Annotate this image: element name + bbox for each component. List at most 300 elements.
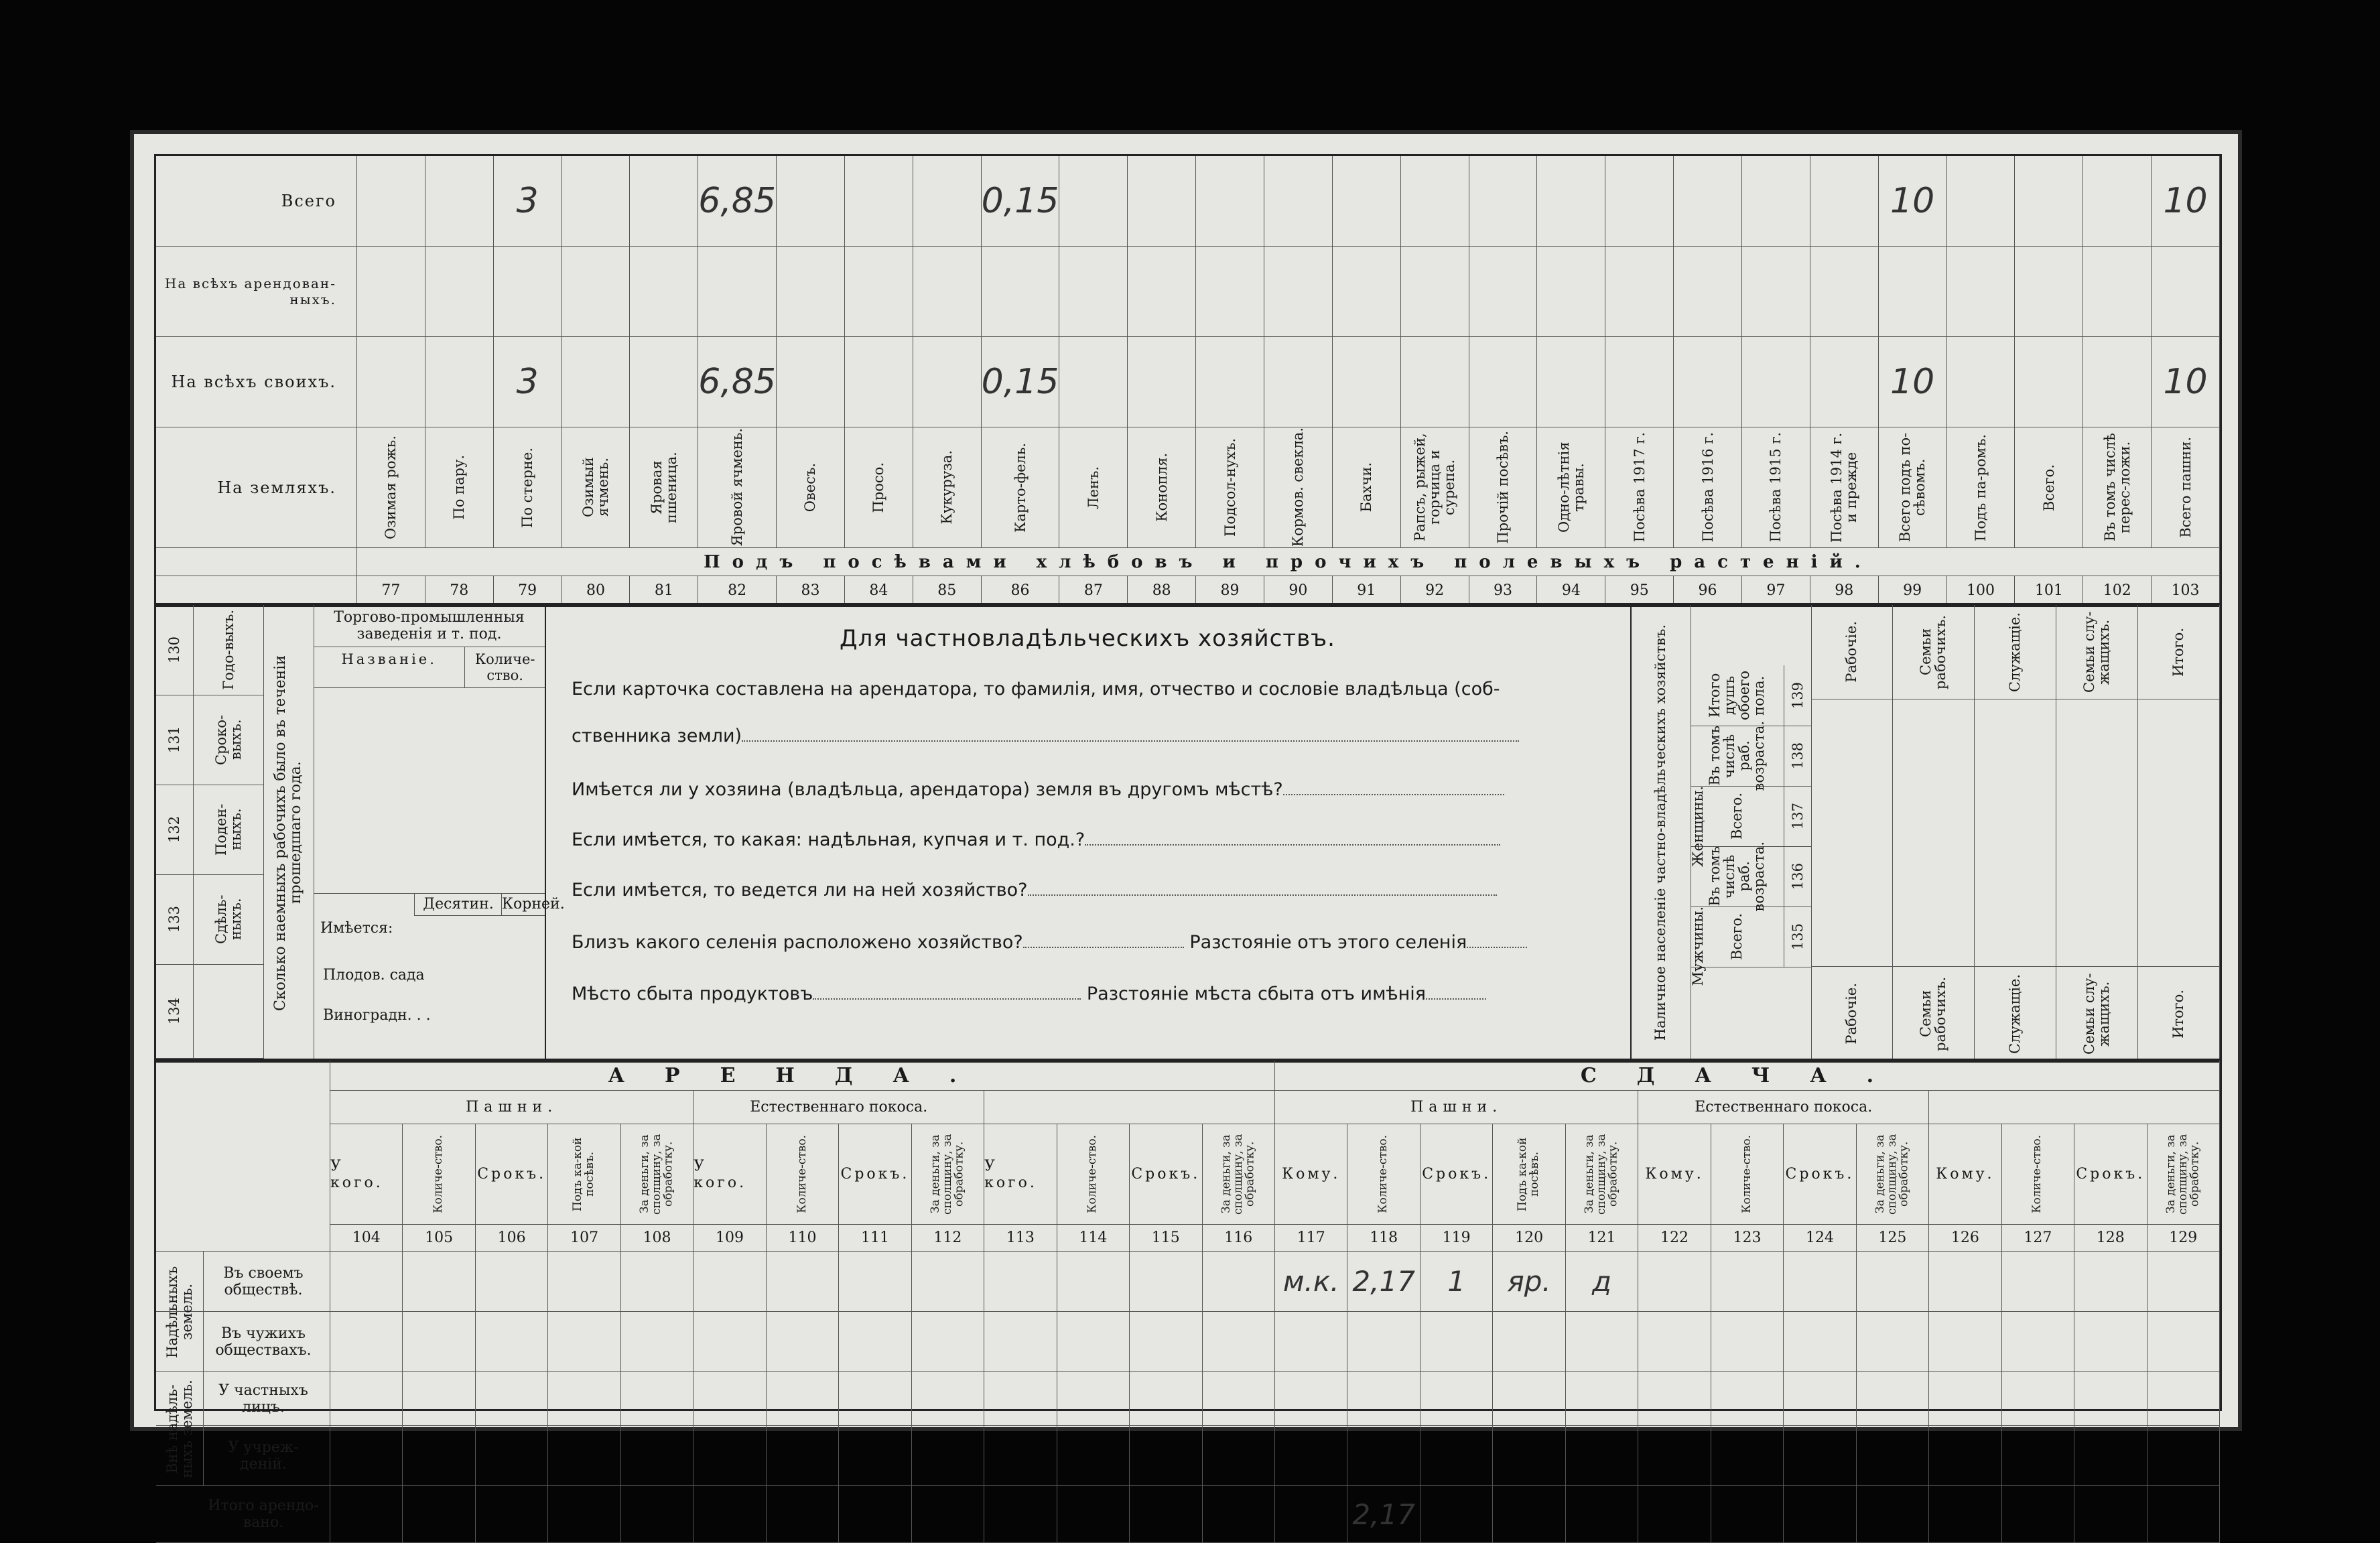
arenda-pashni: Пашни. <box>330 1091 693 1124</box>
table-cell <box>2147 1372 2220 1426</box>
table-cell <box>2002 1252 2074 1312</box>
table-cell <box>1638 1312 1711 1372</box>
column-number: 126 <box>1929 1225 2001 1252</box>
table-cell <box>913 337 982 427</box>
table-cell <box>693 1372 766 1426</box>
right-column-head-top <box>1975 605 2056 699</box>
column-header-text: Кормов. свекла. <box>1290 427 1307 547</box>
table-cell <box>1275 1426 1347 1486</box>
column-header-text: За деньги, за сполщину, за обработку. <box>2164 1134 2202 1215</box>
table-cell <box>693 1486 766 1543</box>
table-cell <box>1784 1372 1856 1426</box>
population-row-number-text: 136 <box>1789 862 1806 890</box>
column-header <box>2083 427 2152 548</box>
column-number: 116 <box>1203 1225 1275 1252</box>
question-farming: Если имѣется, то ведется ли на ней хозяйство? <box>572 880 1028 900</box>
handwritten-value: 6,85 <box>698 362 777 402</box>
column-header-text: Прочiй посѣвъ. <box>1494 431 1511 544</box>
table-cell <box>913 156 982 247</box>
column-header <box>1947 427 2015 548</box>
column-number: 96 <box>1674 576 1742 605</box>
right-column-foot-text: Итого. <box>2170 989 2187 1038</box>
hired-kind-number-text: 133 <box>166 905 183 933</box>
table-cell <box>2147 1312 2220 1372</box>
table-cell <box>1810 337 1879 427</box>
sowing-table <box>154 154 2222 607</box>
table-cell <box>548 1426 620 1486</box>
handwritten-value: 6,85 <box>698 181 777 221</box>
hired-kind-label-text: Сдѣль-ныхъ. <box>212 894 244 944</box>
table-cell <box>2002 1486 2074 1543</box>
table-cell <box>1264 337 1333 427</box>
column-header <box>1929 1124 2001 1225</box>
table-cell <box>548 1252 620 1312</box>
column-header <box>1275 1124 1347 1225</box>
table-cell <box>1929 1312 2001 1372</box>
table-cell <box>1057 1312 1130 1372</box>
table-cell <box>1196 247 1264 337</box>
row-label: На всѣхъ арендован-ныхъ. <box>156 247 357 337</box>
question-land-type: Если имѣется, то какая: надѣльная, купчая и т. под.? <box>572 829 1085 850</box>
table-cell <box>1742 247 1810 337</box>
column-header-text: По стерне. <box>519 447 536 528</box>
table-cell <box>839 1486 911 1543</box>
table-cell <box>984 1486 1057 1543</box>
table-cell <box>1537 337 1605 427</box>
table-cell <box>2152 247 2220 337</box>
table-cell <box>330 1312 403 1372</box>
table-cell <box>1537 156 1605 247</box>
table-cell <box>845 247 913 337</box>
table-cell <box>2074 1312 2147 1372</box>
table-cell <box>630 247 698 337</box>
table-cell <box>1057 1486 1130 1543</box>
hired-label: Сколько наемныхъ рабочихъ было въ теченiи прошедшаго года. <box>272 655 305 1011</box>
right-column-foot-text: Семьи рабочихъ. <box>1918 976 1949 1051</box>
hired-kind-label <box>194 695 263 785</box>
column-header-text: Въ томъ числѣ перес-ложи. <box>2101 433 2133 542</box>
column-header-text: За деньги, за сполщину, за обработку. <box>1873 1134 1911 1215</box>
right-column <box>2138 605 2220 1061</box>
table-cell <box>1784 1252 1856 1312</box>
private-estate-form <box>545 605 1632 1061</box>
hired-workers-block <box>156 605 565 1061</box>
table-cell <box>1711 1372 1784 1426</box>
table-cell <box>1203 1372 1275 1426</box>
population-row <box>1691 720 1811 791</box>
banner-spacer <box>156 548 357 576</box>
table-cell <box>1130 1486 1202 1543</box>
table-cell <box>1347 1372 1420 1426</box>
column-header <box>1347 1124 1420 1225</box>
column-header-text: Подъ ка-кой посѣвъ. <box>1516 1137 1542 1211</box>
table-cell <box>330 1426 403 1486</box>
table-cell <box>2015 337 2083 427</box>
column-header <box>982 427 1060 548</box>
table-cell <box>562 156 631 247</box>
table-cell <box>1711 1312 1784 1372</box>
hired-kind-label <box>194 785 263 874</box>
column-header <box>1810 427 1879 548</box>
handwritten-value: яр. <box>1507 1265 1551 1298</box>
column-header-text: У кого. <box>693 1157 747 1191</box>
population-row-label <box>1691 665 1784 726</box>
column-number: 124 <box>1784 1225 1856 1252</box>
column-number: 129 <box>2147 1225 2220 1252</box>
hired-kind-label <box>194 964 263 1058</box>
table-cell <box>1929 1486 2001 1543</box>
column-header-text: Кому. <box>1282 1166 1341 1183</box>
column-header-text: Количе-ство. <box>795 1135 809 1213</box>
table-cell <box>1275 1372 1347 1426</box>
row-label-text: Итого арендо-вано. <box>208 1497 319 1531</box>
handwritten-value: м.к. <box>1282 1265 1339 1298</box>
census-card <box>134 134 2238 1531</box>
column-header-text: Яровая пшеница. <box>648 452 679 523</box>
table-cell <box>1059 247 1128 337</box>
table-cell <box>357 247 425 337</box>
sdacha-pokos-1: Естественнаго покоса. <box>1638 1091 1929 1124</box>
table-cell <box>1605 337 1674 427</box>
table-cell <box>1711 1426 1784 1486</box>
column-header <box>845 427 913 548</box>
hired-kind-number-text: 132 <box>166 815 183 844</box>
right-column-head-text: Семьи слу-жащихъ. <box>2081 611 2113 693</box>
table-cell <box>562 247 631 337</box>
column-number: 118 <box>1347 1225 1420 1252</box>
arenda-title: АРЕНДА. <box>330 1061 1275 1091</box>
table-cell <box>494 156 562 247</box>
column-number: 110 <box>767 1225 839 1252</box>
table-cell <box>1638 1426 1711 1486</box>
table-cell <box>1784 1426 1856 1486</box>
column-header <box>2147 1124 2220 1225</box>
column-header <box>1605 427 1674 548</box>
has-korney: Корней. <box>501 893 545 916</box>
table-cell <box>1128 156 1196 247</box>
right-column-head-top <box>2138 605 2219 699</box>
sdacha-title: СДАЧА. <box>1275 1061 2220 1091</box>
row-label <box>156 1486 330 1543</box>
table-cell <box>425 337 494 427</box>
table-cell <box>912 1252 984 1312</box>
column-number: 82 <box>698 576 777 605</box>
table-cell <box>621 1312 693 1372</box>
column-header-text: Подъ ка-кой посѣвъ. <box>571 1137 597 1211</box>
has-row-vinograd: Виноградн. . . <box>323 1007 431 1024</box>
row-label-text: У частныхъ лицъ. <box>218 1382 308 1416</box>
column-header-text: Посѣва 1917 г. <box>1631 432 1648 543</box>
table-cell <box>357 337 425 427</box>
table-cell <box>1128 247 1196 337</box>
table-cell <box>767 1486 839 1543</box>
table-cell <box>621 1486 693 1543</box>
column-header-text: Кому. <box>1936 1166 1995 1183</box>
population-row-number-text: 135 <box>1789 923 1806 951</box>
column-header <box>913 427 982 548</box>
table-cell <box>698 337 777 427</box>
hired-kind-number-text: 134 <box>166 997 183 1025</box>
column-number: 94 <box>1537 576 1605 605</box>
table-cell <box>1674 156 1742 247</box>
column-number: 86 <box>982 576 1060 605</box>
column-header-text: Подсол-нухъ. <box>1221 438 1238 537</box>
column-header-text: Озимая рожь. <box>383 435 399 539</box>
table-cell <box>548 1372 620 1426</box>
column-header <box>494 427 562 548</box>
column-header-text: По пару. <box>451 455 468 520</box>
population-row-label-text: Итого душъ обоего пола. <box>1707 671 1768 721</box>
table-cell <box>1566 1312 1638 1372</box>
right-column-head-bottom <box>2138 966 2219 1061</box>
column-number: 97 <box>1742 576 1810 605</box>
right-column-foot-text: Семьи слу-жащихъ. <box>2081 973 2113 1055</box>
column-header <box>2152 427 2220 548</box>
handwritten-value: 10 <box>2163 181 2208 221</box>
column-header-text: За деньги, за сполщину, за обработку. <box>1582 1134 1620 1215</box>
column-header <box>1401 427 1469 548</box>
population-row <box>1691 665 1811 726</box>
right-column <box>2056 605 2138 1061</box>
row-label-text: У учреж-денiй. <box>228 1438 299 1473</box>
column-number: 115 <box>1130 1225 1202 1252</box>
table-cell <box>403 1252 475 1312</box>
column-header-text: Яровой ячмень. <box>729 428 746 547</box>
column-header-text: Кому. <box>1645 1166 1704 1183</box>
table-cell <box>1275 1486 1347 1543</box>
table-cell <box>1493 1312 1565 1372</box>
table-cell <box>1264 156 1333 247</box>
table-cell <box>2074 1372 2147 1426</box>
table-cell <box>621 1426 693 1486</box>
right-column-head-bottom <box>2056 966 2137 1061</box>
table-cell <box>698 247 777 337</box>
table-cell <box>1128 337 1196 427</box>
table-cell <box>982 156 1060 247</box>
column-number: 99 <box>1879 576 1947 605</box>
column-header <box>1333 427 1401 548</box>
group-label <box>156 1372 204 1486</box>
table-cell <box>1203 1312 1275 1372</box>
table-cell <box>912 1486 984 1543</box>
column-header-text: Конопля. <box>1153 453 1170 522</box>
table-cell <box>777 337 845 427</box>
table-cell <box>913 247 982 337</box>
column-header-text: Посѣва 1915 г. <box>1768 432 1784 543</box>
column-number: 93 <box>1469 576 1538 605</box>
hired-kind-number-text: 130 <box>166 636 183 664</box>
table-cell <box>912 1372 984 1426</box>
column-number: 127 <box>2002 1225 2074 1252</box>
column-header <box>2002 1124 2074 1225</box>
column-number: 103 <box>2152 576 2220 605</box>
table-cell <box>1947 247 2015 337</box>
column-number: 123 <box>1711 1225 1784 1252</box>
hired-kind-row <box>156 874 263 965</box>
right-column-head-top <box>2056 605 2137 699</box>
column-number: 83 <box>777 576 845 605</box>
column-header <box>2015 427 2083 548</box>
table-cell <box>357 156 425 247</box>
column-header <box>1493 1124 1565 1225</box>
table-cell <box>2147 1252 2220 1312</box>
column-header <box>1203 1124 1275 1225</box>
column-header-text: У кого. <box>330 1157 383 1191</box>
table-cell <box>1857 1372 1929 1426</box>
table-cell <box>1059 156 1128 247</box>
table-cell <box>621 1252 693 1312</box>
table-cell <box>1566 1372 1638 1426</box>
question-village: Близъ какого селенiя расположено хозяйство? <box>572 932 1023 953</box>
column-header <box>777 427 845 548</box>
table-cell <box>1275 1252 1347 1312</box>
table-cell <box>693 1312 766 1372</box>
column-header <box>630 427 698 548</box>
right-column-head-top <box>1893 605 1974 699</box>
table-cell <box>1333 337 1401 427</box>
table-cell <box>1401 337 1469 427</box>
table-cell <box>1879 337 1947 427</box>
table-cell <box>621 1372 693 1426</box>
table-cell <box>1879 156 1947 247</box>
table-cell <box>494 337 562 427</box>
column-header <box>698 427 777 548</box>
table-cell <box>2147 1486 2220 1543</box>
column-header-text: Срокъ. <box>2076 1166 2145 1183</box>
column-number: 91 <box>1333 576 1401 605</box>
table-cell <box>1605 247 1674 337</box>
sdacha-pokos-2-blank <box>1929 1091 2220 1124</box>
column-header <box>621 1124 693 1225</box>
column-header <box>1057 1124 1130 1225</box>
table-cell <box>2083 156 2152 247</box>
table-cell <box>1857 1426 1929 1486</box>
column-number: 98 <box>1810 576 1879 605</box>
population-row <box>1691 786 1811 847</box>
table-cell <box>912 1312 984 1372</box>
column-header-text: Просо. <box>870 462 887 513</box>
table-cell <box>1420 1252 1493 1312</box>
right-column-foot-text: Рабочiе. <box>1843 983 1860 1045</box>
table-cell <box>1742 156 1810 247</box>
column-header <box>562 427 631 548</box>
private-estate-section <box>154 603 2222 1063</box>
table-cell <box>2083 247 2152 337</box>
column-header-text: Бахчи. <box>1358 462 1375 513</box>
form-title: Для частновладѣльческихъ хозяйствъ. <box>840 625 1335 652</box>
table-cell <box>767 1426 839 1486</box>
column-header-text: Срокъ. <box>1785 1166 1855 1183</box>
column-header <box>2074 1124 2147 1225</box>
column-header <box>548 1124 620 1225</box>
row-label: Всего <box>156 156 357 247</box>
men-label <box>1691 907 1705 988</box>
column-header-text: Всего пашни. <box>2177 437 2194 538</box>
population-label: Наличное населенiе частно-владѣльческихъ хозяйствъ. <box>1652 624 1668 1041</box>
table-cell <box>403 1426 475 1486</box>
table-cell <box>839 1372 911 1426</box>
population-row-number <box>1784 786 1811 846</box>
column-number: 90 <box>1264 576 1333 605</box>
handwritten-value: 10 <box>1890 362 1935 402</box>
right-column-head-bottom <box>1975 966 2056 1061</box>
table-cell <box>562 337 631 427</box>
column-header <box>693 1124 766 1225</box>
handwritten-value: 10 <box>1890 181 1935 221</box>
hired-kind-number <box>156 605 194 695</box>
table-cell <box>2002 1426 2074 1486</box>
table-cell <box>1469 156 1538 247</box>
table-cell <box>767 1252 839 1312</box>
zemlyakh-label: На земляхъ. <box>156 427 357 548</box>
table-cell <box>693 1252 766 1312</box>
table-cell <box>476 1312 548 1372</box>
table-cell <box>1493 1486 1565 1543</box>
table-cell <box>1784 1312 1856 1372</box>
trade-qty-head: Количе-ство. <box>474 651 535 683</box>
table-cell <box>1857 1252 1929 1312</box>
table-cell <box>1347 1312 1420 1372</box>
table-cell <box>1196 156 1264 247</box>
right-column <box>1975 605 2056 1061</box>
column-number: 107 <box>548 1225 620 1252</box>
column-number: 79 <box>494 576 562 605</box>
table-cell <box>1203 1426 1275 1486</box>
column-number: 88 <box>1128 576 1196 605</box>
table-cell <box>1130 1426 1202 1486</box>
population-block <box>1630 605 2220 1061</box>
has-dessyatin: Десятин. <box>414 893 502 916</box>
table-cell <box>425 247 494 337</box>
column-header-text: Срокъ. <box>1422 1166 1492 1183</box>
table-cell <box>494 247 562 337</box>
table-cell <box>839 1312 911 1372</box>
table-cell <box>1203 1486 1275 1543</box>
table-cell <box>330 1486 403 1543</box>
table-cell <box>2074 1426 2147 1486</box>
arenda-pokos-2-blank <box>984 1091 1275 1124</box>
column-header-text: Количе-ство. <box>1085 1135 1100 1213</box>
population-row <box>1691 907 1811 967</box>
table-cell <box>2002 1312 2074 1372</box>
right-column-head-text: Итого. <box>2170 627 2187 677</box>
table-cell <box>1057 1372 1130 1426</box>
column-number: 81 <box>630 576 698 605</box>
column-header <box>1059 427 1128 548</box>
column-header <box>1566 1124 1638 1225</box>
column-number: 112 <box>912 1225 984 1252</box>
column-header-text: Срокъ. <box>477 1166 547 1183</box>
column-number: 85 <box>913 576 982 605</box>
table-cell <box>845 337 913 427</box>
column-number: 92 <box>1401 576 1469 605</box>
table-cell <box>476 1252 548 1312</box>
group-label <box>156 1252 204 1372</box>
table-cell <box>2147 1426 2220 1486</box>
hired-kind-number <box>156 964 194 1058</box>
column-number: 121 <box>1566 1225 1638 1252</box>
question-market: Мѣсто сбыта продуктовъ <box>572 984 813 1004</box>
column-header <box>1264 427 1333 548</box>
column-header-text: За деньги, за сполщину, за обработку. <box>928 1134 966 1215</box>
table-cell <box>1493 1252 1565 1312</box>
table-cell <box>1420 1312 1493 1372</box>
hired-kind-label <box>194 874 263 964</box>
table-cell <box>403 1372 475 1426</box>
population-row-number <box>1784 665 1811 726</box>
column-header <box>357 427 425 548</box>
table-cell <box>2152 156 2220 247</box>
